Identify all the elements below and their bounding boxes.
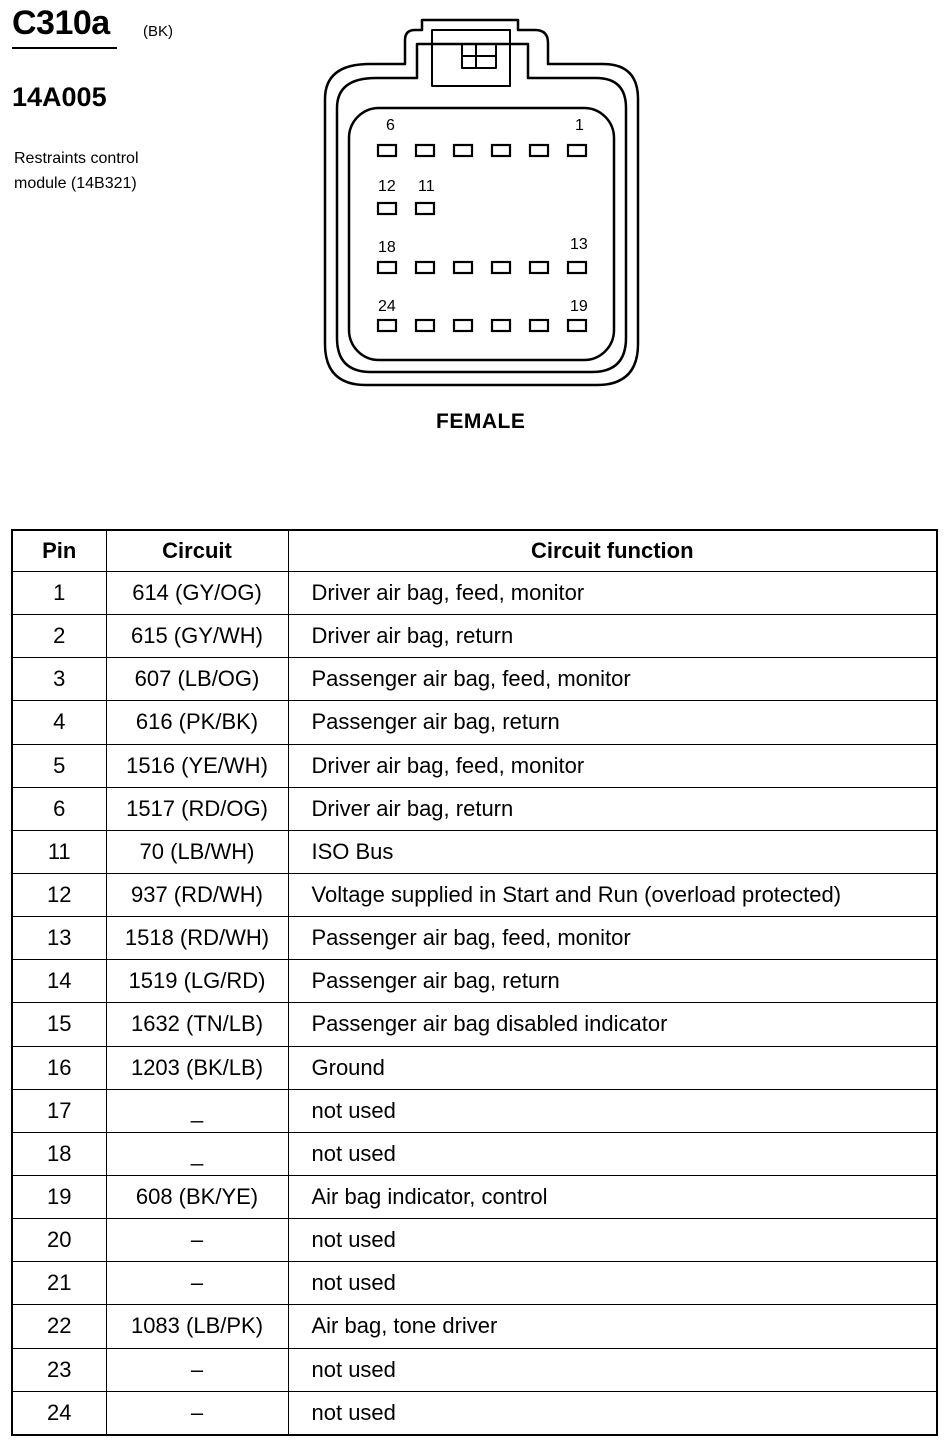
pin-cell: 22 [12,1305,106,1348]
circuit-cell: 1203 (BK/LB) [106,1046,288,1089]
pin-cavity-22 [454,320,472,331]
circuit-cell: 70 (LB/WH) [106,830,288,873]
pin-cell: 4 [12,701,106,744]
table-row [12,1305,937,1348]
pin-cell: 12 [12,873,106,916]
pin-cell: 2 [12,615,106,658]
circuit-function-cell: Driver air bag, return [288,787,937,830]
pin-cell: 1 [12,572,106,615]
table-row [12,917,937,960]
circuit-function-cell: Passenger air bag, return [288,960,937,1003]
circuit-cell: – [106,1262,288,1305]
description-line-2: module (14B321) [14,175,137,192]
table-row [12,1089,937,1132]
circuit-cell: 1632 (TN/LB) [106,1003,288,1046]
pin-cavity-15 [492,262,510,273]
pin-cavity-18 [378,262,396,273]
table-row [12,615,937,658]
pin-cell: 21 [12,1262,106,1305]
pin-label-19: 19 [570,298,588,315]
table-row [12,658,937,701]
circuit-cell: 1519 (LG/RD) [106,960,288,1003]
pin-cell: 24 [12,1391,106,1435]
table-row [12,1046,937,1089]
circuit-function-cell: Voltage supplied in Start and Run (overload protected) [288,873,937,916]
pin-cell: 5 [12,744,106,787]
pin-label-1: 1 [575,117,584,134]
table-row [12,873,937,916]
pin-label-12: 12 [378,178,396,195]
header-circuit-function: Circuit function [288,530,937,572]
table-row [12,1132,937,1175]
table-row [12,1348,937,1391]
pin-cavity-17 [416,262,434,273]
circuit-function-cell: not used [288,1391,937,1435]
circuit-cell: 937 (RD/WH) [106,873,288,916]
circuit-function-cell: not used [288,1089,937,1132]
pin-cavity-20 [530,320,548,331]
circuit-cell: – [106,1348,288,1391]
circuit-function-cell: not used [288,1219,937,1262]
circuit-cell: _ [106,1089,288,1132]
table-row [12,1219,937,1262]
pin-cell: 3 [12,658,106,701]
pin-cavity-4 [454,145,472,156]
pin-label-13: 13 [570,236,588,253]
circuit-cell: 1517 (RD/OG) [106,787,288,830]
circuit-function-cell: Passenger air bag, feed, monitor [288,917,937,960]
pin-cell: 6 [12,787,106,830]
pin-cell: 15 [12,1003,106,1046]
pin-cell: 16 [12,1046,106,1089]
pin-cell: 20 [12,1219,106,1262]
circuit-function-cell: ISO Bus [288,830,937,873]
table-row [12,1003,937,1046]
circuit-cell: _ [106,1132,288,1175]
connector-id: C310a [12,4,110,42]
pin-cell: 23 [12,1348,106,1391]
pin-label-18: 18 [378,239,396,256]
description-line-1: Restraints control [14,150,139,167]
circuit-function-cell: Passenger air bag, feed, monitor [288,658,937,701]
pin-cell: 18 [12,1132,106,1175]
circuit-cell: 1516 (YE/WH) [106,744,288,787]
pin-cell: 11 [12,830,106,873]
circuit-function-cell: Passenger air bag disabled indicator [288,1003,937,1046]
circuit-cell: 608 (BK/YE) [106,1175,288,1218]
connector-color: (BK) [143,23,173,40]
pin-cell: 14 [12,960,106,1003]
circuit-cell: 614 (GY/OG) [106,572,288,615]
table-row [12,830,937,873]
circuit-cell: 1518 (RD/WH) [106,917,288,960]
circuit-cell: 1083 (LB/PK) [106,1305,288,1348]
pin-cavity-13 [568,262,586,273]
header-pin: Pin [12,530,106,572]
table-row [12,1262,937,1305]
pin-cavity-12 [378,203,396,214]
table-row [12,744,937,787]
circuit-cell: – [106,1391,288,1435]
circuit-function-cell: Ground [288,1046,937,1089]
pin-cell: 19 [12,1175,106,1218]
pin-cavity-21 [492,320,510,331]
pin-cavity-11 [416,203,434,214]
pin-cell: 17 [12,1089,106,1132]
pin-cavity-5 [416,145,434,156]
circuit-cell: – [106,1219,288,1262]
part-number: 14A005 [12,82,107,112]
pin-cavity-19 [568,320,586,331]
connector-latch [432,30,510,86]
connector-gender: FEMALE [436,410,526,433]
connector-housing-outline [325,20,638,385]
pin-cavity-6 [378,145,396,156]
pin-label-11: 11 [418,178,435,195]
circuit-cell: 607 (LB/OG) [106,658,288,701]
pin-cavity-2 [530,145,548,156]
pin-label-6: 6 [386,117,395,134]
circuit-function-cell: not used [288,1132,937,1175]
table-row [12,701,937,744]
pin-cavity-1 [568,145,586,156]
header-circuit: Circuit [106,530,288,572]
circuit-function-cell: Driver air bag, feed, monitor [288,572,937,615]
pin-cavity-23 [416,320,434,331]
pin-cavity-14 [530,262,548,273]
table-row [12,1391,937,1435]
circuit-function-cell: not used [288,1348,937,1391]
circuit-cell: 616 (PK/BK) [106,701,288,744]
pin-cell: 13 [12,917,106,960]
table-header-row [12,530,937,572]
pin-cavity-24 [378,320,396,331]
circuit-function-cell: Driver air bag, feed, monitor [288,744,937,787]
connector-inner-outline [337,44,626,372]
circuit-function-cell: not used [288,1262,937,1305]
circuit-function-cell: Air bag, tone driver [288,1305,937,1348]
table-row [12,1175,937,1218]
table-row [12,960,937,1003]
pin-label-24: 24 [378,298,396,315]
table-row [12,787,937,830]
pin-cavity-3 [492,145,510,156]
circuit-function-cell: Air bag indicator, control [288,1175,937,1218]
pinout-table [11,529,938,1436]
circuit-cell: 615 (GY/WH) [106,615,288,658]
circuit-function-cell: Passenger air bag, return [288,701,937,744]
circuit-function-cell: Driver air bag, return [288,615,937,658]
table-row [12,572,937,615]
connector-face-diagram [0,0,948,460]
pin-cavity-16 [454,262,472,273]
